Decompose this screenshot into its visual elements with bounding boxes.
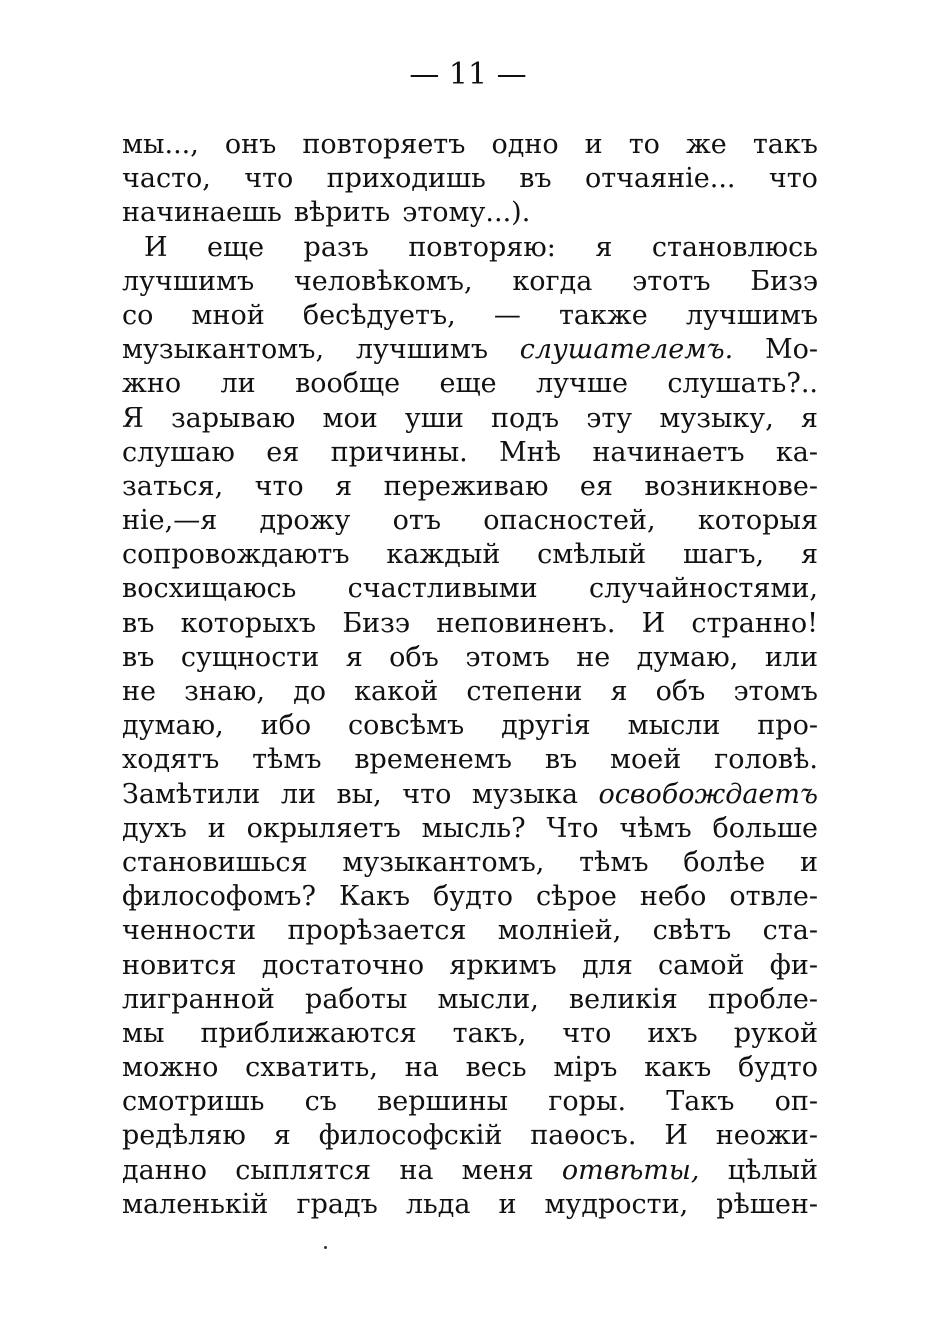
word: молніей, <box>497 915 622 947</box>
word: степени <box>466 676 583 707</box>
text-line <box>122 504 818 538</box>
word: ихъ <box>647 1017 698 1049</box>
word: становлюсь <box>651 231 818 263</box>
word: что <box>402 778 452 810</box>
text-line <box>122 265 818 299</box>
word: что <box>254 470 304 502</box>
word: для <box>581 949 633 981</box>
text-line <box>122 436 818 470</box>
word: Замѣтили <box>122 778 261 810</box>
word: отчаяніе... <box>584 163 736 195</box>
word: лучшимъ <box>685 299 818 331</box>
word: яркимъ <box>449 949 557 981</box>
word: рукой <box>733 1017 818 1049</box>
text-line <box>122 812 818 846</box>
word: льда <box>405 1188 471 1220</box>
word: вершины <box>377 1086 509 1118</box>
word: совсѣмъ <box>348 710 465 742</box>
text-line <box>122 641 818 675</box>
text-line <box>122 1017 818 1051</box>
word: со <box>122 299 154 331</box>
word: въ <box>122 607 155 639</box>
word: маленькій <box>122 1188 269 1220</box>
text-line <box>122 470 818 504</box>
word: на <box>399 1154 434 1186</box>
word: музыка <box>471 778 578 810</box>
text-line <box>122 128 818 162</box>
word: возникнове- <box>644 470 818 502</box>
page-number: — 11 — <box>409 57 527 92</box>
word: окрыляетъ <box>246 812 401 844</box>
text-line <box>122 983 818 1017</box>
word: мудрости, <box>544 1188 689 1220</box>
text-line <box>122 231 818 265</box>
word: начинаешь <box>122 197 282 229</box>
word: — <box>493 299 521 331</box>
word: будто <box>432 881 513 913</box>
word: и <box>584 129 603 160</box>
word: пробле- <box>707 983 818 1015</box>
word: когда <box>512 265 593 297</box>
word: на <box>404 1052 439 1084</box>
word: мы <box>122 1017 165 1049</box>
word: не <box>576 641 611 673</box>
word: онъ <box>224 129 277 160</box>
word: повторяетъ <box>302 129 466 160</box>
word: отвѣты, <box>561 1154 700 1186</box>
text-line <box>122 572 818 606</box>
word: тѣмъ <box>579 846 649 878</box>
word: отъ <box>392 505 441 537</box>
word: объ <box>655 676 706 707</box>
word: думаю, <box>122 710 224 742</box>
word: ли <box>220 368 256 400</box>
word: причины. <box>330 436 468 468</box>
word: странно! <box>691 607 818 639</box>
word: случайностями, <box>588 573 818 605</box>
text-line <box>122 675 818 709</box>
word: сущности <box>180 641 320 673</box>
word: музыку, <box>659 402 774 434</box>
text-line <box>122 1085 818 1119</box>
word: новится <box>122 949 237 981</box>
word: неожи- <box>715 1120 818 1152</box>
word: Я <box>122 402 144 434</box>
word: счастливыми <box>347 573 538 605</box>
word: объ <box>389 641 439 673</box>
word: опасностей, <box>483 505 656 537</box>
word: человѣкомъ, <box>293 265 473 297</box>
word: въ <box>122 641 155 673</box>
word: Мнѣ <box>499 436 562 468</box>
word: бесѣдуетъ, <box>302 299 456 331</box>
word: также <box>558 299 648 331</box>
word: тѣмъ <box>252 744 322 776</box>
word: Бизэ <box>342 607 411 639</box>
word: разъ <box>303 231 369 263</box>
word: мои <box>322 402 378 434</box>
word: лучшимъ <box>122 265 255 297</box>
word: мной <box>191 299 265 331</box>
word: какъ <box>644 1052 712 1084</box>
word: приближаются <box>200 1017 417 1049</box>
word: смотришь <box>122 1086 265 1118</box>
word: ста- <box>762 915 818 947</box>
text-line <box>122 402 818 436</box>
word: приходишь <box>326 163 486 195</box>
word: вы, <box>336 778 382 810</box>
word: градъ <box>296 1188 378 1220</box>
word: оп- <box>774 1086 818 1118</box>
word: которыя <box>697 505 818 537</box>
word: великія <box>568 983 678 1015</box>
word: что <box>244 163 294 195</box>
word: ея <box>579 470 613 502</box>
word: подъ <box>491 402 560 434</box>
word: шагъ, <box>683 539 765 571</box>
word: міръ <box>553 1052 618 1084</box>
word: думаю, <box>636 641 739 673</box>
word: переживаю <box>383 470 549 502</box>
word: часто, <box>122 163 211 195</box>
word: уши <box>404 402 464 434</box>
word: свѣтъ <box>652 915 732 947</box>
text-line <box>122 1154 818 1188</box>
word: или <box>764 641 818 673</box>
word: другія <box>501 710 591 742</box>
word: еще <box>207 231 265 263</box>
word: ли <box>280 778 316 810</box>
word: духъ <box>122 812 187 844</box>
text-line <box>122 538 818 572</box>
word: этому...). <box>402 197 531 229</box>
word: схватить, <box>245 1052 378 1084</box>
word: Что <box>546 812 599 844</box>
word: я <box>610 676 628 707</box>
word: цѣлый <box>727 1154 818 1186</box>
text-line <box>122 1051 818 1085</box>
word: становишься <box>122 846 308 878</box>
word: сѣрое <box>535 881 617 913</box>
word: слушать?.. <box>667 368 818 400</box>
word: редѣляю <box>122 1120 246 1152</box>
word: и <box>800 846 818 878</box>
word: мысль? <box>421 812 526 844</box>
text-line <box>122 743 818 777</box>
word: ея <box>266 436 300 468</box>
word: въ <box>544 744 578 776</box>
word: весь <box>465 1052 527 1084</box>
word: достаточно <box>261 949 425 981</box>
word: про- <box>757 710 818 742</box>
word: я <box>273 1120 291 1152</box>
word: музыкантомъ, <box>122 334 325 366</box>
text-line <box>122 846 818 880</box>
text-line <box>122 949 818 983</box>
word: одно <box>491 129 559 160</box>
word: то <box>628 129 660 160</box>
word: я <box>800 539 818 571</box>
word: я <box>800 402 818 434</box>
word: прорѣзается <box>287 915 467 947</box>
word: И <box>664 1120 688 1152</box>
word: такъ, <box>452 1017 527 1049</box>
word: что <box>768 163 818 195</box>
text-line <box>122 914 818 948</box>
word: И <box>641 607 666 639</box>
word: я <box>345 641 363 673</box>
word: я <box>335 470 353 502</box>
word: начинаетъ <box>592 436 745 468</box>
word: которыхъ <box>180 607 317 639</box>
word: какой <box>354 676 439 707</box>
word: вѣрить <box>293 197 391 229</box>
text-line <box>122 1188 818 1222</box>
word: рѣшен- <box>716 1188 818 1220</box>
text-line <box>122 1119 818 1153</box>
word: мы..., <box>122 129 199 160</box>
word: повторяю: <box>408 231 556 263</box>
text-line <box>122 709 818 743</box>
word: небо <box>639 881 707 913</box>
word: мысли <box>627 710 721 742</box>
word: и <box>207 812 226 844</box>
word: зарываю <box>170 402 296 434</box>
word: можно <box>122 1052 219 1084</box>
text-line <box>122 196 818 230</box>
word: дрожу <box>259 505 351 537</box>
word: этомъ <box>465 641 550 673</box>
word: что <box>562 1017 612 1049</box>
word: жно <box>122 368 182 400</box>
word: эту <box>586 402 633 434</box>
word: ченности <box>122 915 257 947</box>
word: Бизэ <box>750 265 818 297</box>
word: сыплятся <box>235 1154 372 1186</box>
word: чѣмъ <box>619 812 692 844</box>
word: мысли, <box>437 983 539 1015</box>
word: Мо- <box>764 334 818 366</box>
text-line <box>122 299 818 333</box>
word: неповиненъ. <box>436 607 616 639</box>
word: самой <box>658 949 745 981</box>
word: временемъ <box>354 744 512 776</box>
word: больше <box>712 812 818 844</box>
word: слушателемъ. <box>519 334 734 366</box>
word: философскій <box>318 1120 503 1152</box>
text-line <box>122 367 818 401</box>
word: такъ <box>752 129 818 160</box>
word: смѣлый <box>537 539 647 571</box>
word: музыкантомъ, <box>342 846 545 878</box>
text-line <box>122 333 818 367</box>
word: болѣе <box>683 846 766 878</box>
word: же <box>685 129 727 160</box>
word: сопровождаютъ <box>122 539 350 571</box>
word: И <box>144 231 168 263</box>
word: не <box>122 676 156 707</box>
word: лигранной <box>122 983 275 1015</box>
text-line <box>122 162 818 196</box>
word: и <box>498 1188 517 1220</box>
text-line <box>122 778 818 812</box>
word: этомъ <box>733 676 818 707</box>
word: лучшимъ <box>355 334 488 366</box>
word: фи- <box>769 949 818 981</box>
word: восхищаюсь <box>122 573 297 605</box>
word: философомъ? <box>122 881 316 913</box>
word: знаю, <box>184 676 266 707</box>
word: ибо <box>260 710 312 742</box>
word: каждый <box>386 539 501 571</box>
word: Такъ <box>666 1086 735 1118</box>
word: работы <box>305 983 408 1015</box>
text-line <box>122 880 818 914</box>
word: Какъ <box>338 881 410 913</box>
word: вообще <box>295 368 401 400</box>
word: до <box>293 676 327 707</box>
word: головѣ. <box>714 744 818 776</box>
word: будто <box>738 1052 818 1084</box>
word: еще <box>439 368 497 400</box>
print-speck <box>324 1246 327 1249</box>
word: паѳосъ. <box>530 1120 637 1152</box>
word: я <box>595 231 613 263</box>
word: ка- <box>775 436 818 468</box>
word: слушаю <box>122 436 235 468</box>
word: ходятъ <box>122 744 220 776</box>
word: заться, <box>122 470 224 502</box>
word: меня <box>461 1154 534 1186</box>
word: данно <box>122 1154 207 1186</box>
word: ніе,—я <box>122 505 218 537</box>
word: лучше <box>535 368 628 400</box>
word: съ <box>304 1086 337 1118</box>
body-text <box>122 128 818 1222</box>
word: въ <box>519 163 552 195</box>
word: моей <box>610 744 682 776</box>
word: отвле- <box>729 881 818 913</box>
text-line <box>122 607 818 641</box>
word: этотъ <box>632 265 711 297</box>
word: освобождаетъ <box>598 778 818 810</box>
word: горы. <box>548 1086 627 1118</box>
